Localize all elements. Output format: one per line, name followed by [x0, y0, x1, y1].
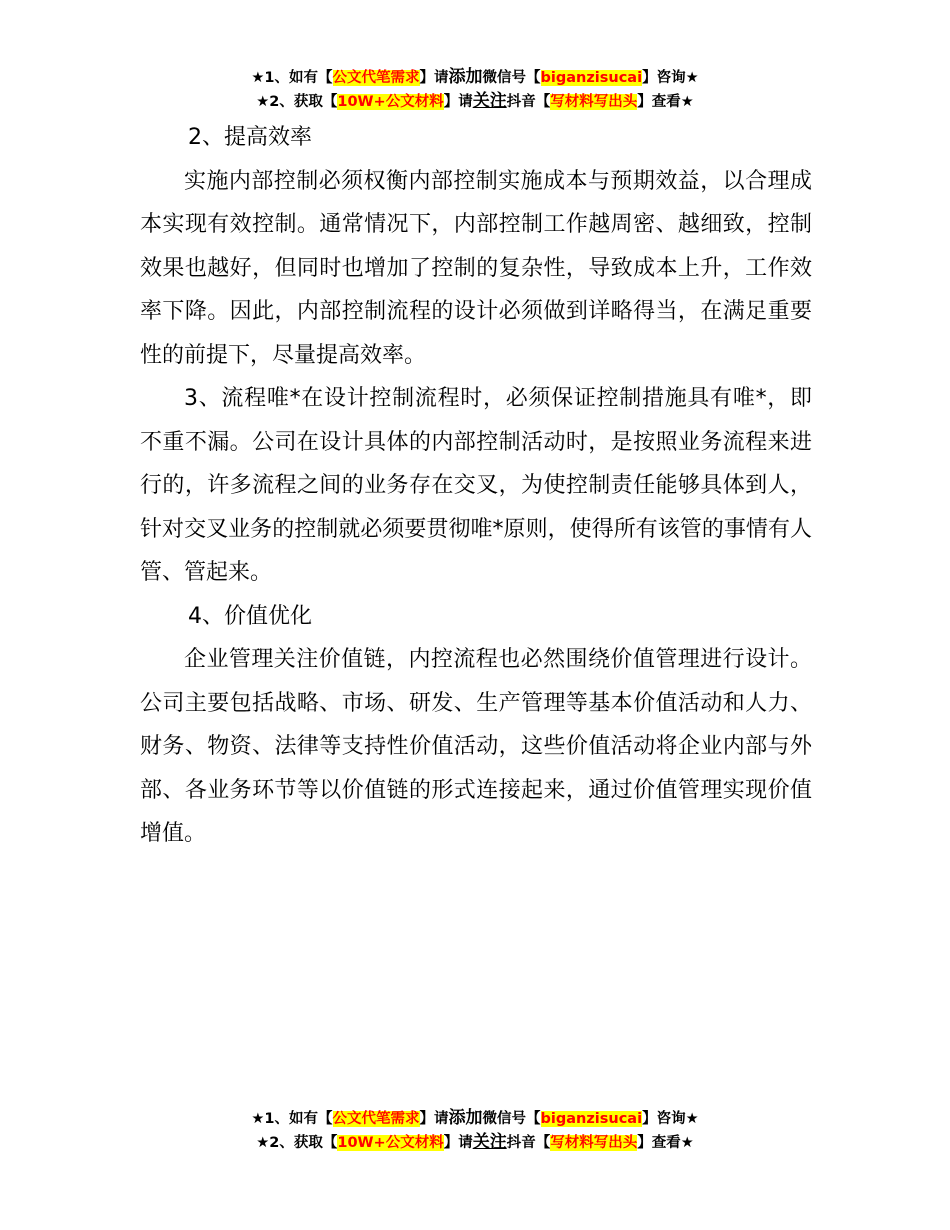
banner-text: 】查看★: [637, 94, 694, 110]
highlight-wechat-id: biganzisucai: [540, 1111, 643, 1127]
document-body: [140, 116, 812, 856]
banner-text: 】请: [443, 94, 473, 110]
banner-line-2: [0, 90, 950, 114]
highlight-wechat-id: biganzisucai: [540, 70, 643, 86]
highlight-materials: 10W+公文材料: [337, 94, 444, 110]
highlight-douyin-id: 写材料写出头: [550, 1135, 638, 1151]
banner-text: 】请: [419, 70, 449, 86]
banner-line-1: [0, 1107, 950, 1131]
banner-emphasis: 关注: [472, 1132, 507, 1152]
footer-banner: [0, 1107, 950, 1155]
banner-emphasis: 添加: [448, 67, 483, 87]
banner-line-1: [0, 66, 950, 90]
paragraph-efficiency: 实施内部控制必须权衡内部控制实施成本与预期效益，以合理成本实现有效控制。通常情况下，内部控制工作越周密、越细致，控制效果也越好，但同时也增加了控制的复杂性，导致成本上升，工作效率下降。因此，内部控制流程的设计必须做到详略得当，在满足重要性的前提下，尽量提高效率。: [140, 168, 812, 368]
banner-text: 抖音【: [506, 94, 551, 110]
banner-text: 】咨询★: [642, 1111, 699, 1127]
banner-line-2: [0, 1131, 950, 1155]
section-heading-2: 2、提高效率: [188, 125, 312, 150]
highlight-service: 公文代笔需求: [332, 70, 420, 86]
paragraph-uniqueness: 3、流程唯*在设计控制流程时，必须保证控制措施具有唯*，即不重不漏。公司在设计具体的内部控制活动时，是按照业务流程来进行的，许多流程之间的业务存在交叉，为使控制责任能够具体到人，针对交叉业务的控制就必须要贯彻唯*原则，使得所有该管的事情有人管、管起来。: [140, 386, 812, 585]
banner-emphasis: 关注: [472, 91, 507, 111]
banner-text: 微信号【: [482, 1111, 541, 1127]
banner-text: 微信号【: [482, 70, 541, 86]
banner-text: ★2、获取【: [256, 94, 338, 110]
banner-text: 】查看★: [637, 1135, 694, 1151]
banner-text: 】请: [419, 1111, 449, 1127]
banner-text: ★2、获取【: [256, 1135, 338, 1151]
banner-text: 】请: [443, 1135, 473, 1151]
banner-text: ★1、如有【: [251, 70, 333, 86]
banner-emphasis: 添加: [448, 1108, 483, 1128]
banner-text: 抖音【: [506, 1135, 551, 1151]
paragraph-value: 企业管理关注价值链，内控流程也必然围绕价值管理进行设计。公司主要包括战略、市场、研发、生产管理等基本价值活动和人力、财务、物资、法律等支持性价值活动，这些价值活动将企业内部与外部、各业务环节等以价值链的形式连接起来，通过价值管理实现价值增值。: [140, 647, 812, 846]
section-heading-4: 4、价值优化: [188, 603, 312, 629]
highlight-douyin-id: 写材料写出头: [550, 94, 638, 110]
header-banner: [0, 66, 950, 114]
banner-text: ★1、如有【: [251, 1111, 333, 1127]
highlight-service: 公文代笔需求: [332, 1111, 420, 1127]
banner-text: 】咨询★: [642, 70, 699, 86]
highlight-materials: 10W+公文材料: [337, 1135, 444, 1151]
